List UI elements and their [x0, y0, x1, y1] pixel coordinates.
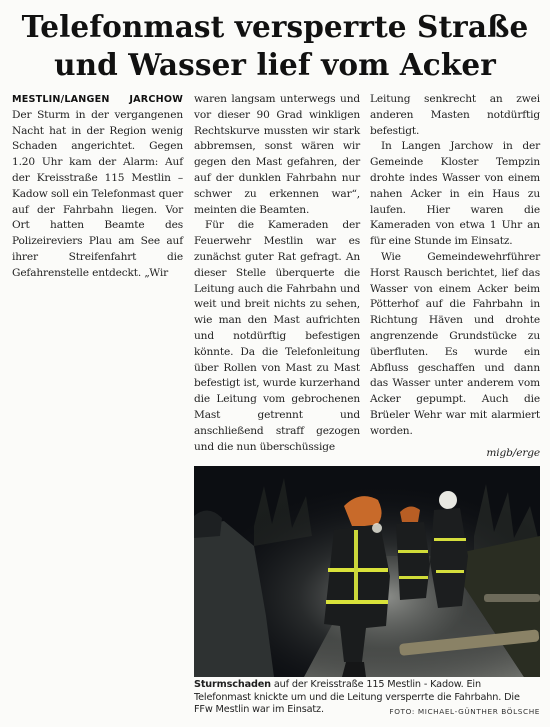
photo-credit: FOTO: MICHAEL-GÜNTHER BÖLSCHE: [389, 707, 540, 717]
body-paragraph: In Langen Jarchow in der Gemeinde Kloster Tempzin drohte indes Wasser von einem nahen Acker in ein Haus zu laufen. Hier waren die Kameraden von etwa 1 Uhr an für eine Stunde im Einsatz.: [370, 140, 540, 248]
article-column-1: [12, 92, 183, 282]
body-paragraph: waren langsam unterwegs und vor dieser 90 Grad winkligen Rechtskurve mussten wir stark abbremsen, sonst wären wir gegen den Mast gefahren, der auf der dunklen Fahrbahn nur schwer zu erkennen war“, meinten die Beamten.: [194, 93, 360, 216]
lead-text: Der Sturm in der vergangenen Nacht hat in der Region wenig Schaden angerichtet. Gegen 1.20 Uhr kam der Alarm: Auf der Kreisstraße 115 Mestlin – Kadow soll ein Telefonmast quer auf der Fahrbahn liegen. Vor Ort hatten Beamte des Polizeireviers Plau am See auf ihrer Streifenfahrt die Gefahrenstelle entdeckt. „Wir: [12, 108, 183, 279]
news-photo: [194, 466, 540, 677]
article-column-3: [370, 92, 540, 461]
article-column-2: [194, 92, 360, 455]
body-paragraph: Leitung senkrecht an zwei anderen Masten notdürftig befestigt.: [370, 93, 540, 137]
headline: [0, 8, 550, 84]
photo-caption: [194, 679, 540, 719]
author-signature: migb/erge: [486, 446, 540, 459]
headline-line-1: Telefonmast versperrte Straße: [21, 9, 529, 44]
caption-label: Sturmschaden: [194, 679, 271, 690]
body-paragraph: Für die Kameraden der Feuerwehr Mestlin war es zunächst guter Rat gefragt. An dieser Stelle überquerte die Leitung auch die Fahrbahn und weit und breit nichts zu sehen, wie man den Mast aufrichten und notdürftig befestigen könnte. Da die Telefonleitung über Rollen von Mast zu Mast befestigt ist, wurde kurzerhand die Leitung vom gebrochenen Mast getrennt und anschließend straff gezogen und die nun überschüssige: [194, 219, 360, 453]
firefighters-night-photo-illustration: [194, 466, 540, 677]
caption-text: auf der Kreisstraße 115 Mestlin - Kadow. Ein Telefonmast knickte um und die Leitung versperrte die Fahrbahn. Die FFw Mestlin war im Einsatz.: [194, 679, 520, 716]
body-paragraph: Wie Gemeindewehrführer Horst Rausch berichtet, lief das Wasser von einem Acker beim Pötterhof auf die Fahrbahn in Richtung Häven und drohte angrenzende Grundstücke zu überfluten. Es wurde ein Abfluss geschaffen und dann das Wasser unter anderem vom Acker gepumpt. Auch die Brüeler Wehr war mit alarmiert worden.: [370, 250, 540, 437]
lead-paragraph: [12, 92, 183, 282]
dateline: MESTLIN/LANGEN JARCHOW: [12, 94, 183, 105]
headline-line-2: und Wasser lief vom Acker: [54, 47, 496, 82]
